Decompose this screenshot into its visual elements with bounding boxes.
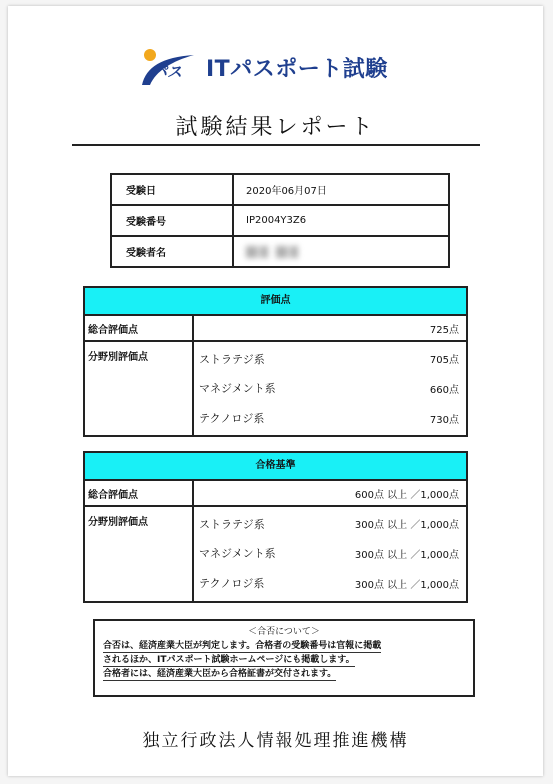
note-line: されるほか、ITパスポート試験ホームページにも掲載します。 (103, 655, 355, 665)
criteria-field-label: 分野別評価点 (85, 507, 194, 602)
redacted-name (246, 246, 306, 258)
score-box-title: 評価点 (85, 288, 466, 316)
note-title: ＜合否について＞ (248, 627, 320, 637)
field-name: ストラテジ系 (199, 352, 265, 366)
candidate-info-table (110, 173, 450, 268)
criteria-field-item (194, 510, 466, 538)
score-field-item (194, 374, 466, 402)
report-page (8, 6, 543, 776)
field-name: ストラテジ系 (199, 517, 265, 531)
field-score: 730点 (429, 414, 459, 426)
field-name: マネジメント系 (199, 547, 276, 561)
info-row-name (111, 236, 449, 267)
score-box (83, 286, 468, 437)
note-line: 合否は、経済産業大臣が判定します。合格者の受験番号は官報に掲載 (103, 641, 382, 651)
pass-logo-icon (138, 45, 198, 89)
score-field-item (194, 404, 466, 432)
field-score: 660点 (429, 384, 459, 396)
criteria-box (83, 451, 468, 603)
info-row-date (111, 174, 449, 205)
candidate-name-label: 受験者名 (111, 236, 233, 267)
field-score: 705点 (429, 355, 459, 367)
criteria-field-item (194, 539, 466, 567)
exam-number-label: 受験番号 (111, 205, 233, 236)
issuing-organization: 独立行政法人情報処理推進機構 (142, 731, 409, 751)
field-name: マネジメント系 (199, 382, 276, 396)
exam-date-label: 受験日 (111, 174, 233, 205)
title-divider (72, 144, 480, 146)
score-field-list (194, 342, 466, 437)
score-total-row (85, 316, 466, 342)
field-criterion: 300点 以上 ／1,000点 (354, 549, 459, 561)
it-passport-logo (138, 42, 428, 92)
logo-mark-text: パス (152, 63, 183, 81)
criteria-field-item (194, 569, 466, 597)
report-title: 試験結果レポート (175, 115, 376, 140)
criteria-total-row (85, 481, 466, 507)
pass-fail-note (93, 619, 475, 697)
field-criterion: 300点 以上 ／1,000点 (354, 520, 459, 532)
score-field-row (85, 342, 466, 437)
criteria-total-label: 総合評価点 (85, 481, 194, 505)
criteria-field-list (194, 507, 466, 602)
score-field-item (194, 345, 466, 373)
exam-number-value: IP2004Y3Z6 (233, 205, 449, 236)
score-total-label: 総合評価点 (85, 316, 194, 340)
field-criterion: 300点 以上 ／1,000点 (354, 579, 459, 591)
score-field-label: 分野別評価点 (85, 342, 194, 437)
score-total-value: 725点 (429, 324, 459, 336)
info-row-number (111, 205, 449, 236)
logo-text: ITパスポート試験 (206, 56, 388, 82)
criteria-field-row (85, 507, 466, 602)
exam-date-value: 2020年06月07日 (233, 174, 449, 205)
candidate-name-value (233, 236, 449, 267)
note-line: 合格者には、経済産業大臣から合格証書が交付されます。 (103, 669, 337, 679)
criteria-total-value: 600点 以上 ／1,000点 (354, 489, 459, 501)
criteria-box-title: 合格基準 (85, 453, 466, 481)
field-name: テクノロジ系 (199, 577, 265, 591)
field-name: テクノロジ系 (199, 412, 265, 426)
